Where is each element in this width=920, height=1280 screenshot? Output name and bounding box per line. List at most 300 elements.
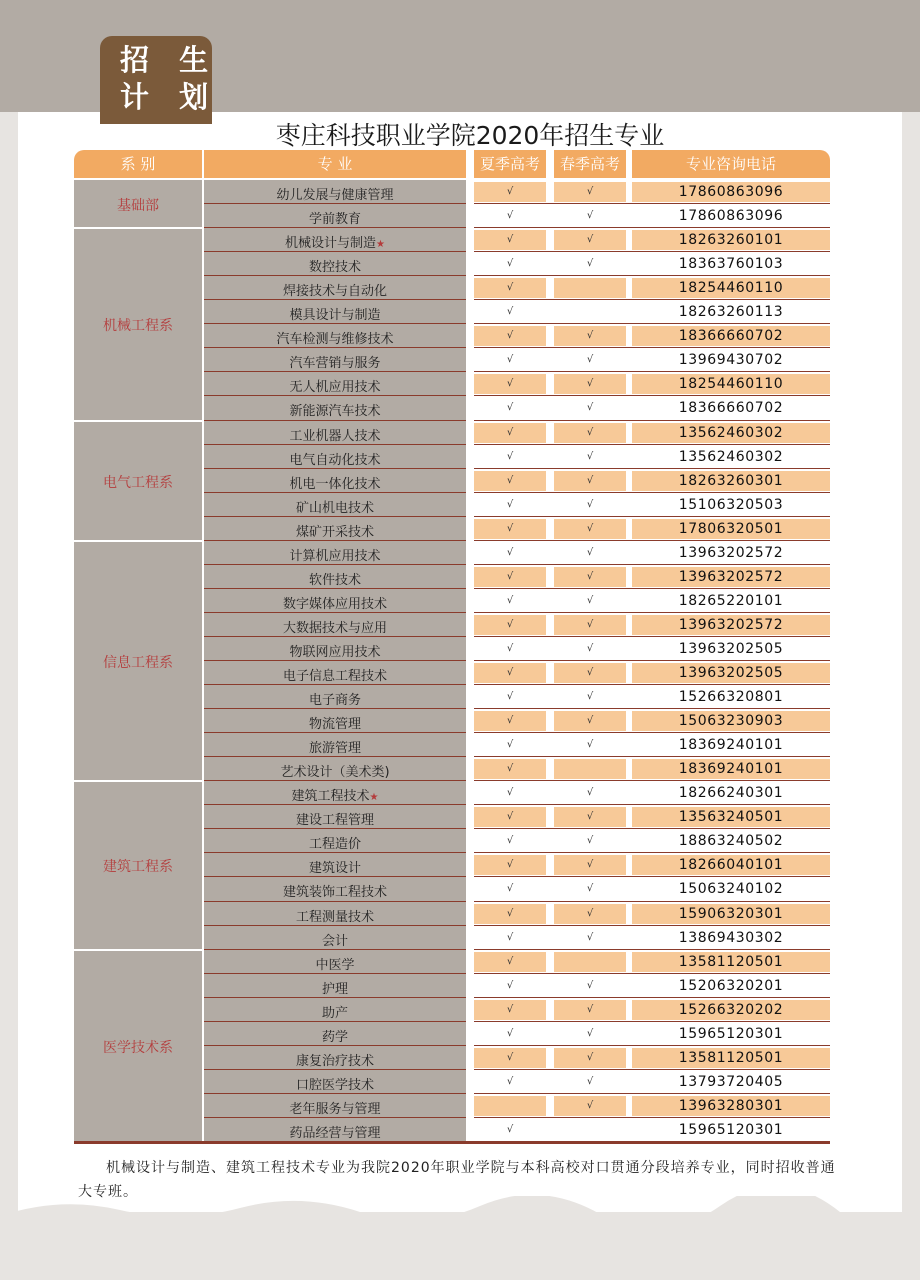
major-name [204,569,466,588]
major-label: 大数据技术与应用 [282,620,387,636]
major-name [204,954,466,973]
summer-check: √ [506,522,514,534]
dept-name: 信息工程系 [103,655,173,671]
row-divider [204,203,466,204]
row-divider [204,876,466,877]
row-divider [204,347,466,348]
summer-check: √ [506,691,514,703]
row-divider-right [474,780,830,781]
row-divider [204,1045,466,1046]
spring-check: √ [586,691,594,703]
spring-check: √ [586,522,594,534]
major-name [204,689,466,708]
summer-check: √ [506,234,514,246]
row-divider-right [474,468,830,469]
dept-divider [74,540,202,542]
phone-number: 13963280301 [678,1097,784,1114]
major-label: 老年服务与管理 [289,1101,381,1117]
major-name [204,641,466,660]
spring-check: √ [586,426,594,438]
row-divider [204,901,466,902]
row-divider [204,1117,466,1118]
summer-check: √ [506,426,514,438]
row-divider [204,227,466,228]
row-divider [204,1069,466,1070]
phone-number: 13581120501 [678,953,784,970]
row-divider-right [474,492,830,493]
row-divider [204,1093,466,1094]
footnote: 机械设计与制造、建筑工程技术专业为我院2020年职业学院与本科高校对口贯通分段培养专业，同时招收普通大专班。 [78,1160,836,1200]
dept-name: 机械工程系 [103,318,173,335]
phone-number: 18369240101 [678,737,784,754]
summer-check: √ [506,835,514,847]
major-name [204,785,466,804]
row-divider-right [474,804,830,805]
phone-number: 15063240102 [678,881,784,898]
spring-check: √ [586,1003,594,1015]
spring-check: √ [586,739,594,751]
major-name [204,617,466,636]
row-divider-right [474,756,830,757]
row-divider [204,925,466,926]
row-divider-right [474,1045,830,1046]
major-name [204,1026,466,1045]
summer-check: √ [506,618,514,630]
row-divider-right [474,852,830,853]
major-label: 新能源汽车技术 [289,404,381,420]
summer-check: √ [506,498,514,510]
major-name [204,304,466,323]
major-label: 会计 [321,933,348,949]
row-divider-right [474,876,830,877]
summer-check: √ [506,282,514,294]
row-divider [204,468,466,469]
major-name [204,497,466,516]
phone-number: 15906320301 [678,905,784,922]
major-label: 物流管理 [308,717,361,733]
phone-number: 15266320801 [678,689,784,706]
summer-check: √ [506,474,514,486]
summer-check: √ [506,594,514,606]
phone-number: 17806320501 [678,520,784,537]
major-name [204,906,466,925]
major-label: 机电一体化技术 [289,476,381,492]
spring-check: √ [586,787,594,799]
star-icon: ★ [369,792,379,804]
header-dept: 系 别 [74,150,202,178]
summer-check: √ [506,450,514,462]
row-divider-right [474,997,830,998]
spring-check: √ [586,618,594,630]
row-divider-right [474,203,830,204]
phone-number: 18263260101 [678,232,784,249]
dept-divider [74,949,202,951]
major-label: 电子信息工程技术 [282,669,387,684]
spring-check: √ [586,1099,594,1111]
row-divider-right [474,420,830,421]
phone-number: 13963202572 [678,568,784,585]
major-name [204,328,466,347]
spring-cell-bg [554,952,626,972]
row-divider [204,949,466,950]
summer-check: √ [506,1123,514,1135]
major-label: 药学 [321,1029,348,1045]
spring-check: √ [586,258,594,270]
major-label: 焊接技术与自动化 [282,284,387,300]
summer-check: √ [506,1027,514,1039]
row-divider [204,732,466,733]
row-divider-right [474,347,830,348]
section-badge [100,36,219,124]
row-divider-right [474,828,830,829]
dept-divider [74,420,202,422]
major-label: 无人机应用技术 [289,380,381,396]
dept-divider [74,780,202,782]
major-label: 口腔医学技术 [295,1077,374,1093]
major-label: 汽车营销与服务 [289,356,381,372]
major-name [204,1002,466,1021]
major-label: 物联网应用技术 [289,644,381,660]
row-divider [204,660,466,661]
major-label: 数控技术 [308,260,361,276]
phone-number: 15965120301 [678,1025,784,1042]
phone-number: 15266320202 [678,1001,784,1018]
phone-number: 17860863096 [678,184,784,200]
row-divider [204,804,466,805]
row-divider [204,251,466,252]
major-label: 药品经营与管理 [289,1125,381,1141]
major-label: 建筑装饰工程技术 [282,885,387,901]
summer-check: √ [506,907,514,919]
major-label: 汽车检测与维修技术 [276,332,394,348]
summer-check: √ [506,787,514,799]
row-divider [204,708,466,709]
row-divider [204,371,466,372]
row-divider [204,516,466,517]
major-name [204,280,466,299]
spring-check: √ [586,642,594,654]
summer-check: √ [506,859,514,871]
phone-number: 18263260113 [678,304,784,321]
major-name [204,425,466,444]
phone-number: 13562460302 [678,424,784,441]
major-name [204,473,466,492]
row-divider-right [474,708,830,709]
row-divider [204,852,466,853]
spring-check: √ [586,330,594,342]
row-divider-right [474,444,830,445]
star-icon: ★ [376,239,385,251]
row-divider-right [474,371,830,372]
row-divider [204,636,466,637]
spring-check: √ [586,907,594,919]
major-name [204,208,466,227]
major-label: 模具设计与制造 [289,308,381,324]
major-label: 学前教育 [308,212,361,228]
table-bottom-rule [74,1141,830,1144]
badge-line-1: 招 生 [120,43,219,77]
summer-check: √ [506,570,514,582]
spring-check: √ [586,546,594,558]
phone-number: 15106320503 [678,496,784,513]
major-label: 煤矿开采技术 [295,524,374,540]
major-name [204,978,466,997]
summer-check: √ [506,306,514,318]
phone-number: 18265220101 [678,592,784,609]
phone-number: 18366660702 [678,400,784,417]
row-divider-right [474,1021,830,1022]
summer-check: √ [506,258,514,270]
major-name [204,665,466,684]
major-label: 电气自动化技术 [289,452,381,468]
summer-check: √ [506,667,514,678]
major-label: 电子商务 [308,693,361,709]
major-label: 幼儿发展与健康管理 [276,188,394,203]
phone-number: 13562460302 [678,448,784,465]
major-label: 中医学 [315,957,355,973]
phone-number: 18254460110 [678,280,784,297]
phone-number: 15206320201 [678,977,784,994]
major-name [204,1122,466,1141]
summer-check: √ [506,955,514,967]
major-name [204,521,466,540]
spring-check: √ [586,1075,594,1087]
spring-check: √ [586,715,594,727]
phone-number: 13963202572 [678,544,784,561]
row-divider-right [474,973,830,974]
dept-name: 电气工程系 [103,474,173,491]
phone-number: 18363760103 [678,256,784,273]
row-divider [204,588,466,589]
row-divider-right [474,684,830,685]
spring-check: √ [586,883,594,895]
row-divider-right [474,540,830,541]
summer-check: √ [506,378,514,390]
major-label: 工程测量技术 [295,909,374,925]
summer-check: √ [506,811,514,823]
row-divider [204,323,466,324]
major-name [204,545,466,564]
major-label: 矿山机电技术 [295,500,374,516]
major-label: 护理 [321,981,348,997]
major-name [204,833,466,852]
row-divider-right [474,1069,830,1070]
phone-number: 15063230903 [678,713,784,730]
phone-number: 18369240101 [678,761,784,778]
summer-check: √ [506,1051,514,1063]
phone-number: 13563240501 [678,809,784,826]
summer-cell-bg [474,1096,546,1116]
row-divider-right [474,1093,830,1094]
header-phone: 专业咨询电话 [632,150,830,178]
row-divider [204,444,466,445]
spring-cell-bg [554,759,626,779]
major-label: 工业机器人技术 [289,428,381,444]
phone-number: 13793720405 [678,1073,784,1090]
phone-number: 17860863096 [678,208,784,225]
spring-check: √ [586,210,594,222]
major-label: 助产 [321,1005,348,1021]
row-divider [204,828,466,829]
right-border [902,112,920,1280]
major-name [204,232,466,251]
dept-divider [74,227,202,229]
major-label: 建筑工程技术 [291,789,370,805]
major-label: 艺术设计（美术类) [280,765,390,781]
badge-line-2: 计 划 [120,80,219,114]
dept-name: 医学技术系 [103,1039,173,1056]
spring-check: √ [586,811,594,823]
major-column-bg [204,180,466,1142]
major-name [204,352,466,371]
page-title: 枣庄科技职业学院2020年招生专业 [275,121,665,150]
spring-check: √ [586,570,594,582]
major-name [204,1098,466,1117]
major-label: 计算机应用技术 [289,548,381,564]
major-name [204,737,466,756]
summer-check: √ [506,210,514,222]
row-divider [204,564,466,565]
major-name [204,857,466,876]
major-label: 建设工程管理 [295,813,374,829]
summer-check: √ [506,546,514,558]
row-divider-right [474,564,830,565]
row-divider-right [474,516,830,517]
summer-check: √ [506,186,514,197]
row-divider [204,973,466,974]
major-name [204,761,466,780]
phone-number: 13963202505 [678,640,784,657]
spring-check: √ [586,234,594,246]
row-divider-right [474,323,830,324]
row-divider-right [474,395,830,396]
summer-check: √ [506,931,514,943]
phone-number: 13581120501 [678,1049,784,1066]
row-divider-right [474,660,830,661]
phone-number: 18366660702 [678,328,784,345]
phone-number: 18863240502 [678,833,784,850]
spring-check: √ [586,498,594,510]
row-divider-right [474,227,830,228]
major-name [204,1074,466,1093]
phone-number: 13869430302 [678,929,784,946]
left-border [0,112,18,1280]
spring-cell-bg [554,278,626,298]
spring-check: √ [586,594,594,606]
row-divider [204,684,466,685]
row-divider [204,492,466,493]
major-label: 机械设计与制造 [285,236,377,252]
major-name [204,256,466,275]
phone-number: 13969430702 [678,352,784,369]
phone-number: 18266040101 [678,857,784,874]
row-divider-right [474,275,830,276]
spring-check: √ [586,835,594,847]
spring-check: √ [586,402,594,414]
row-divider [204,420,466,421]
header-spring: 春季高考 [554,150,626,178]
major-name [204,376,466,395]
header-summer: 夏季高考 [474,150,546,178]
row-divider [204,1021,466,1022]
row-divider-right [474,636,830,637]
row-divider [204,395,466,396]
dept-name: 建筑工程系 [103,859,173,876]
row-divider-right [474,901,830,902]
summer-check: √ [506,715,514,727]
major-name [204,930,466,949]
major-name [204,713,466,732]
major-label: 康复治疗技术 [295,1053,374,1069]
spring-check: √ [586,1027,594,1039]
summer-check: √ [506,402,514,414]
row-divider [204,299,466,300]
major-name [204,400,466,419]
spring-check: √ [586,1051,594,1063]
major-name [204,809,466,828]
major-label: 软件技术 [308,572,361,588]
spring-check: √ [586,667,594,678]
major-label: 工程造价 [308,837,361,853]
row-divider [204,612,466,613]
summer-check: √ [506,979,514,991]
dept-name: 基础部 [117,198,159,215]
summer-check: √ [506,763,514,775]
major-label: 建筑设计 [308,861,361,877]
row-divider-right [474,588,830,589]
row-divider-right [474,949,830,950]
row-divider [204,997,466,998]
row-divider-right [474,299,830,300]
major-name [204,593,466,612]
major-name [204,184,466,203]
spring-check: √ [586,979,594,991]
summer-check: √ [506,354,514,366]
phone-number: 18263260301 [678,472,784,489]
header-major: 专 业 [204,150,466,178]
row-divider-right [474,251,830,252]
summer-check: √ [506,883,514,895]
major-label: 数字媒体应用技术 [282,596,387,612]
summer-check: √ [506,1003,514,1015]
row-divider [204,780,466,781]
phone-number: 13963202572 [678,616,784,633]
row-divider-right [474,925,830,926]
major-name [204,881,466,900]
row-divider-right [474,612,830,613]
row-divider [204,275,466,276]
row-divider-right [474,732,830,733]
spring-check: √ [586,186,594,197]
major-name [204,449,466,468]
summer-check: √ [506,642,514,654]
spring-check: √ [586,378,594,390]
spring-check: √ [586,354,594,366]
summer-check: √ [506,739,514,751]
row-divider-right [474,1117,830,1118]
row-divider [204,540,466,541]
summer-check: √ [506,1075,514,1087]
summer-check: √ [506,330,514,342]
phone-number: 18266240301 [678,785,784,802]
spring-check: √ [586,450,594,462]
major-label: 旅游管理 [308,741,361,757]
row-divider [204,756,466,757]
spring-check: √ [586,474,594,486]
spring-check: √ [586,931,594,943]
spring-check: √ [586,859,594,871]
phone-number: 15965120301 [678,1121,784,1138]
